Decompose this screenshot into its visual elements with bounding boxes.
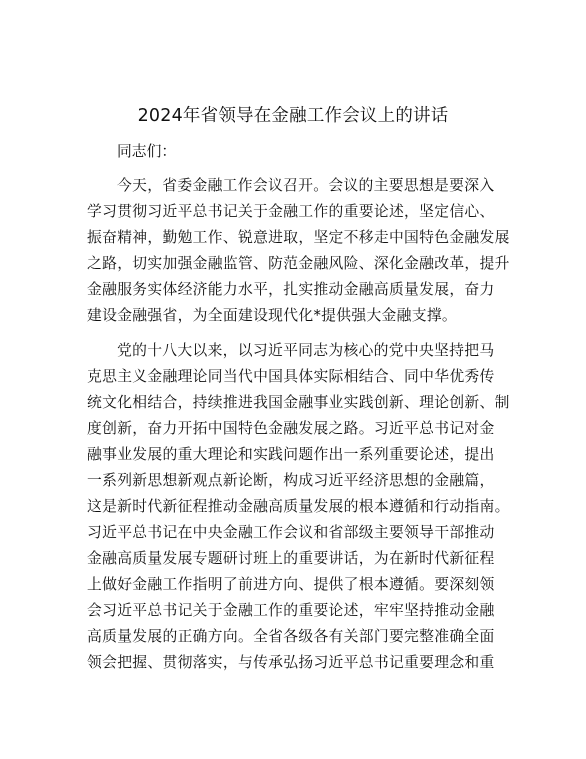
paragraph-1-line-1: 今天，省委金融工作会议召开。会议的主要思想是要深入 [117, 177, 495, 194]
paragraph-2-line-2: 克思主义金融理论同当代中国具体实际相结合、同中华优秀传 [87, 368, 495, 385]
paragraph-1-line-6: 建设金融强省，为全面建设现代化*提供强大金融支撑。 [87, 307, 458, 324]
paragraph-2-line-6: 一系列新思想新观点新论断，构成习近平经济思想的金融篇， [87, 472, 495, 489]
paragraph-2-line-3: 统文化相结合，持续推进我国金融事业实践创新、理论创新、制 [87, 394, 510, 411]
paragraph-1-line-4: 之路，切实加强金融监管、防范金融风险、深化金融改革，提升 [87, 255, 510, 272]
paragraph-2-line-5: 融事业发展的重大理论和实践问题作出一系列重要论述，提出 [87, 446, 495, 463]
paragraph-2-line-7: 这是新时代新征程推动金融高质量发展的根本遵循和行动指南。 [87, 498, 510, 515]
paragraph-2-line-11: 会习近平总书记关于金融工作的重要论述，牢牢坚持推动金融 [87, 602, 495, 619]
paragraph-1-line-5: 金融服务实体经济能力水平，扎实推动金融高质量发展，奋力 [87, 281, 495, 298]
paragraph-2-line-12: 高质量发展的正确方向。全省各级各有关部门要完整准确全面 [87, 628, 495, 645]
paragraph-2-line-9: 金融高质量发展专题研讨班上的重要讲话，为在新时代新征程 [87, 550, 495, 567]
paragraph-2-line-10: 上做好金融工作指明了前进方向、提供了根本遵循。要深刻领 [87, 576, 495, 593]
paragraph-1-line-3: 振奋精神，勤勉工作、锐意进取，坚定不移走中国特色金融发展 [87, 229, 510, 246]
paragraph-2-line-8: 习近平总书记在中央金融工作会议和省部级主要领导干部推动 [87, 524, 495, 541]
paragraph-1-line-2: 学习贯彻习近平总书记关于金融工作的重要论述，坚定信心、 [87, 203, 495, 220]
paragraph-2-line-13: 领会把握、贯彻落实，与传承弘扬习近平总书记重要理念和重 [87, 654, 495, 671]
document-title: 2024年省领导在金融工作会议上的讲话 [137, 106, 449, 126]
salutation: 同志们： [117, 143, 177, 160]
paragraph-2-line-4: 度创新，奋力开拓中国特色金融发展之路。习近平总书记对金 [87, 420, 495, 437]
paragraph-2-line-1: 党的十八大以来，以习近平同志为核心的党中央坚持把马 [117, 342, 495, 359]
